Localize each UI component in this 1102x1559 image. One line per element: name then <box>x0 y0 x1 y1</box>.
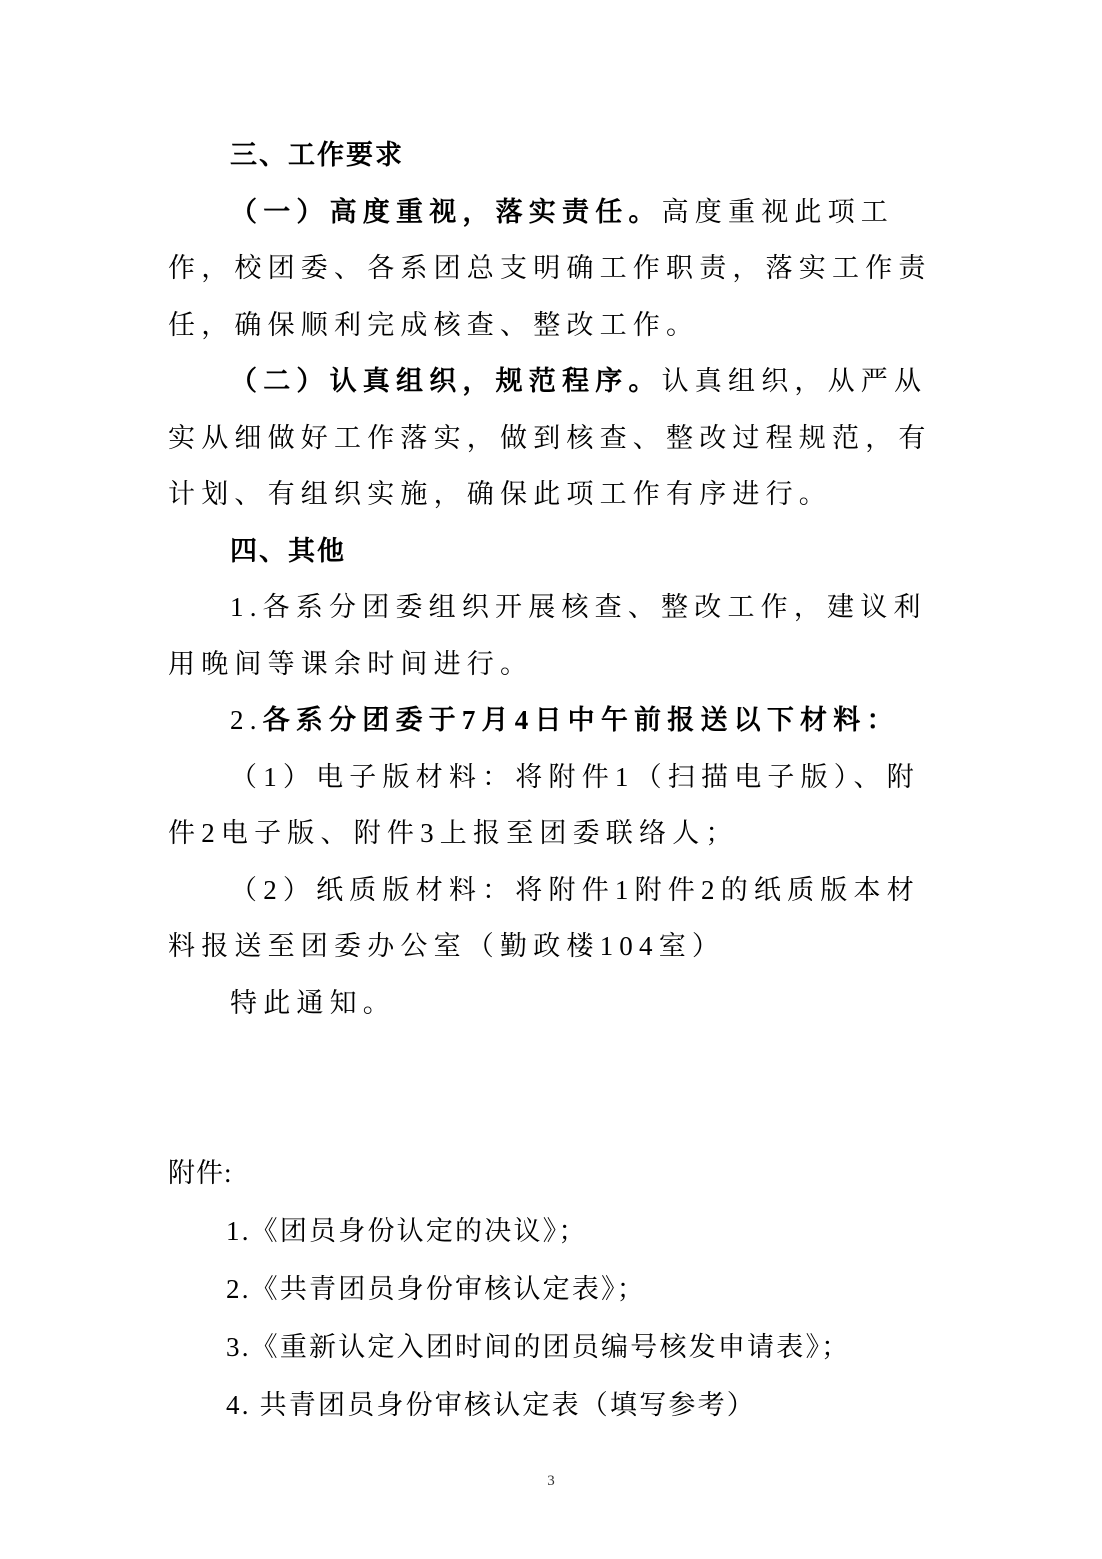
document-body <box>168 127 938 1434</box>
page-number: 3 <box>547 1473 555 1489</box>
electronic-materials-item: （1）电子版材料：将附件1（扫描电子版）、附件2电子版、附件3上报至团委联络人； <box>168 761 920 848</box>
requirement-item-2-title: （二）认真组织，规范程序。 <box>230 366 662 396</box>
requirement-item-2 <box>168 353 938 523</box>
attachment-item-4: 4. 共青团员身份审核认定表（填写参考） <box>226 1390 756 1420</box>
attachment-item-2: 2.《共青团员身份审核认定表》； <box>226 1274 646 1304</box>
requirement-item-2-body: 认真组织，从严从实从细做好工作落实，做到核查、整改过程规范，有计划、有组织实施，确保此项工作有序进行。 <box>168 366 932 509</box>
blank-space <box>168 1031 938 1144</box>
paper-materials-item: （2）纸质版材料：将附件1附件2的纸质版本材料报送至团委办公室（勤政楼104室） <box>168 874 920 961</box>
attachment-item-1: 1.《团员身份认定的决议》； <box>226 1216 588 1246</box>
requirement-item-1-title: （一）高度重视，落实责任。 <box>230 196 662 227</box>
attachment-item-3: 3.《重新认定入团时间的团员编号核发申请表》； <box>226 1332 851 1362</box>
attachments-label: 附件: <box>168 1158 233 1188</box>
requirement-item-1 <box>168 184 938 354</box>
attachments-list <box>168 1202 938 1434</box>
section-heading-work-requirements: 三、工作要求 <box>230 140 404 170</box>
other-point-2 <box>168 692 938 749</box>
closing-statement: 特此通知。 <box>230 987 396 1018</box>
other-point-1: 1.各系分团委组织开展核查、整改工作，建议利用晚间等课余时间进行。 <box>168 592 927 679</box>
requirement-item-1-body: 高度重视此项工作，校团委、各系团总支明确工作职责，落实工作责任，确保顺利完成核查、整改工作。 <box>168 196 932 340</box>
other-point-2-number: 2. <box>230 705 263 735</box>
section-heading-other: 四、其他 <box>230 535 346 566</box>
other-point-2-text: 各系分团委于7月4日中午前报送以下材料： <box>262 705 900 735</box>
